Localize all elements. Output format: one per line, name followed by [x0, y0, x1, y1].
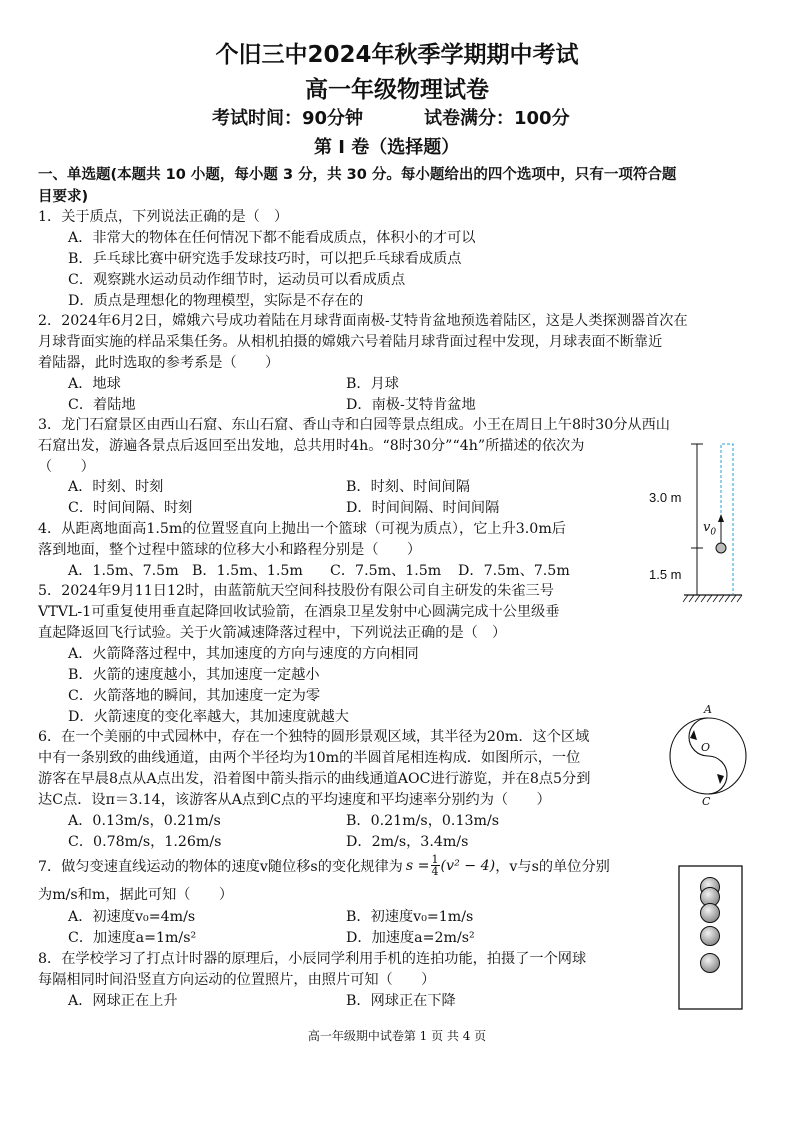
q2-option-a: A．地球 — [68, 376, 121, 392]
q7-eq-denominator: 4 — [431, 865, 439, 878]
q3-option-c: C．时间间隔、时刻 — [68, 500, 193, 516]
q1-option-a: A．非常大的物体在任何情况下都不能看成质点，体积小的才可以 — [68, 230, 476, 246]
q4-stem-line2: 落到地面，整个过程中篮球的位移大小和路程分别是（ ） — [38, 542, 422, 558]
q6-option-c: C．0.78m/s，1.26m/s — [68, 834, 222, 850]
q8-option-a: A．网球正在上升 — [68, 993, 178, 1009]
part-title: 第 Ⅰ 卷（选择题） — [314, 137, 460, 158]
q6-option-b: B．0.21m/s，0.13m/s — [346, 813, 500, 829]
q5-option-d: D．火箭速度的变化率越大，其加速度就越大 — [68, 709, 349, 725]
q2-stem-line3: 着陆器，此时选取的参考系是（ ） — [38, 355, 280, 371]
q8-stem-line1: 8．在学校学习了打点计时器的原理后，小辰同学利用手机的连拍功能，拍摄了一个网球 — [38, 951, 587, 967]
q3-stem-line2: 石窟出发，游遍各景点后返回至出发地，总共用时4h。“8时30分”“4h”所描述的依次为 — [38, 438, 585, 454]
q5-option-a: A．火箭降落过程中，其加速度的方向与速度的方向相同 — [68, 646, 419, 662]
q7-eq-rhs: (v² − 4) — [440, 857, 496, 874]
q2-stem-line1: 2．2024年6月2日，嫦娥六号成功着陆在月球背面南极-艾特肯盆地预选着陆区，这是人类探测器首次在 — [38, 313, 688, 329]
q5-stem-line2: VTVL-1可重复使用垂直起降回收试验箭，在酒泉卫星发射中心圆满完成十公里级垂 — [38, 604, 560, 620]
q7-stem-text-tail: ，v与s的单位分别 — [495, 858, 610, 875]
q7-option-d: D．加速度a=2m/s² — [346, 930, 475, 946]
q7-option-b: B．初速度v₀=1m/s — [346, 909, 474, 925]
q4-fig-label-1-5m: 1.5 m — [649, 567, 682, 582]
q4-fig-v: v — [703, 520, 711, 535]
q4-option-a: A．1.5m、7.5m — [68, 563, 179, 579]
q8-option-b: B．网球正在下降 — [346, 993, 456, 1009]
q3-stem-line3: （ ） — [38, 459, 95, 475]
q6-stem-line3: 游客在早晨8点从A点出发，沿着图中箭头指示的曲线通道AOC进行游览，并在8点5分到 — [38, 771, 591, 787]
q3-stem-line1: 3．龙门石窟景区由西山石窟、东山石窟、香山寺和白园等景点组成。小王在周日上午8时30分从西山 — [38, 417, 670, 433]
q2-stem-line2: 月球背面实施的样品采集任务。从相机拍摄的嫦娥六号着陆月球背面过程中发现，月球表面不断靠近 — [38, 334, 663, 350]
exam-title: 个旧三中2024年秋季学期期中考试 — [215, 42, 579, 68]
q6-option-d: D．2m/s，3.4m/s — [346, 834, 469, 850]
exam-subtitle: 高一年级物理试卷 — [305, 77, 489, 103]
q7-stem-text: 7．做匀变速直线运动的物体的速度v随位移s的变化规律为 — [38, 858, 403, 875]
q7-stem-line1 — [38, 854, 610, 877]
exam-score: 试卷满分：100分 — [424, 108, 570, 129]
q6-stem-line2: 中有一条别致的曲线通道，由两个半径均为10m的半圆首尾相连构成．如图所示，一位 — [38, 750, 581, 766]
q4-option-c: C．7.5m、1.5m — [330, 563, 442, 579]
q8-stem-line2: 每隔相同时间沿竖直方向运动的位置照片，由照片可知（ ） — [38, 972, 436, 988]
q3-option-a: A．时刻、时刻 — [68, 479, 164, 495]
q6-fig-label-c: C — [702, 795, 711, 808]
q3-option-d: D．时间间隔、时间间隔 — [346, 500, 500, 516]
section-heading-line1: 一、单选题(本题共 10 小题，每小题 3 分，共 30 分。每小题给出的四个选项中，只有一项符合题 — [38, 167, 677, 183]
q7-eq-lhs: s = — [405, 857, 430, 874]
q5-option-b: B．火箭的速度越小，其加速度一定越小 — [68, 667, 320, 683]
q5-option-c: C．火箭落地的瞬间，其加速度一定为零 — [68, 688, 321, 704]
q6-fig-label-a: A — [704, 703, 712, 716]
q7-eq-fraction — [431, 854, 440, 877]
q4-fig-label-3m: 3.0 m — [649, 490, 682, 505]
page-footer: 高一年级期中试卷第 1 页 共 4 页 — [307, 1029, 487, 1043]
q7-stem-line2: 为m/s和m，据此可知（ ） — [38, 887, 234, 903]
q3-option-b: B．时刻、时间间隔 — [346, 479, 470, 495]
q4-option-b: B．1.5m、1.5m — [192, 563, 303, 579]
exam-time: 考试时间：90分钟 — [212, 108, 364, 129]
q5-stem-line1: 5．2024年9月11日12时，由蓝箭航天空间科技股份有限公司自主研发的朱雀三号 — [38, 583, 554, 599]
q6-stem-line4: 达C点．设π＝3.14，该游客从A点到C点的平均速度和平均速率分别约为（ ） — [38, 792, 551, 808]
q1-stem: 1．关于质点，下列说法正确的是（ ） — [38, 209, 289, 225]
q2-option-d: D．南极-艾特肯盆地 — [346, 397, 476, 413]
q7-option-c: C．加速度a=1m/s² — [68, 930, 197, 946]
q7-option-a: A．初速度v₀=4m/s — [68, 909, 196, 925]
q7-eq-numerator: 1 — [431, 853, 439, 866]
q4-option-d: D．7.5m、7.5m — [458, 563, 570, 579]
q4-fig-v0-label — [703, 520, 716, 538]
q5-stem-line3: 直起降返回飞行试验。关于火箭减速降落过程中，下列说法正确的是（ ） — [38, 625, 507, 641]
q6-fig-label-o: O — [701, 741, 711, 754]
q1-option-c: C．观察跳水运动员动作细节时，运动员可以看成质点 — [68, 272, 406, 288]
q6-option-a: A．0.13m/s，0.21m/s — [68, 813, 221, 829]
q6-stem-line1: 6．在一个美丽的中式园林中，存在一个独特的圆形景观区域，其半径为20m．这个区域 — [38, 729, 590, 745]
q2-option-c: C．着陆地 — [68, 397, 136, 413]
q2-option-b: B．月球 — [346, 376, 399, 392]
q4-fig-v-sub: 0 — [710, 527, 717, 538]
q4-stem-line1: 4．从距离地面高1.5m的位置竖直向上抛出一个篮球（可视为质点），它上升3.0m后 — [38, 521, 566, 537]
q1-option-b: B．乒乓球比赛中研究选手发球技巧时，可以把乒乓球看成质点 — [68, 251, 462, 267]
q1-option-d: D．质点是理想化的物理模型，实际是不存在的 — [68, 293, 364, 309]
section-heading-line2: 目要求) — [38, 189, 89, 205]
